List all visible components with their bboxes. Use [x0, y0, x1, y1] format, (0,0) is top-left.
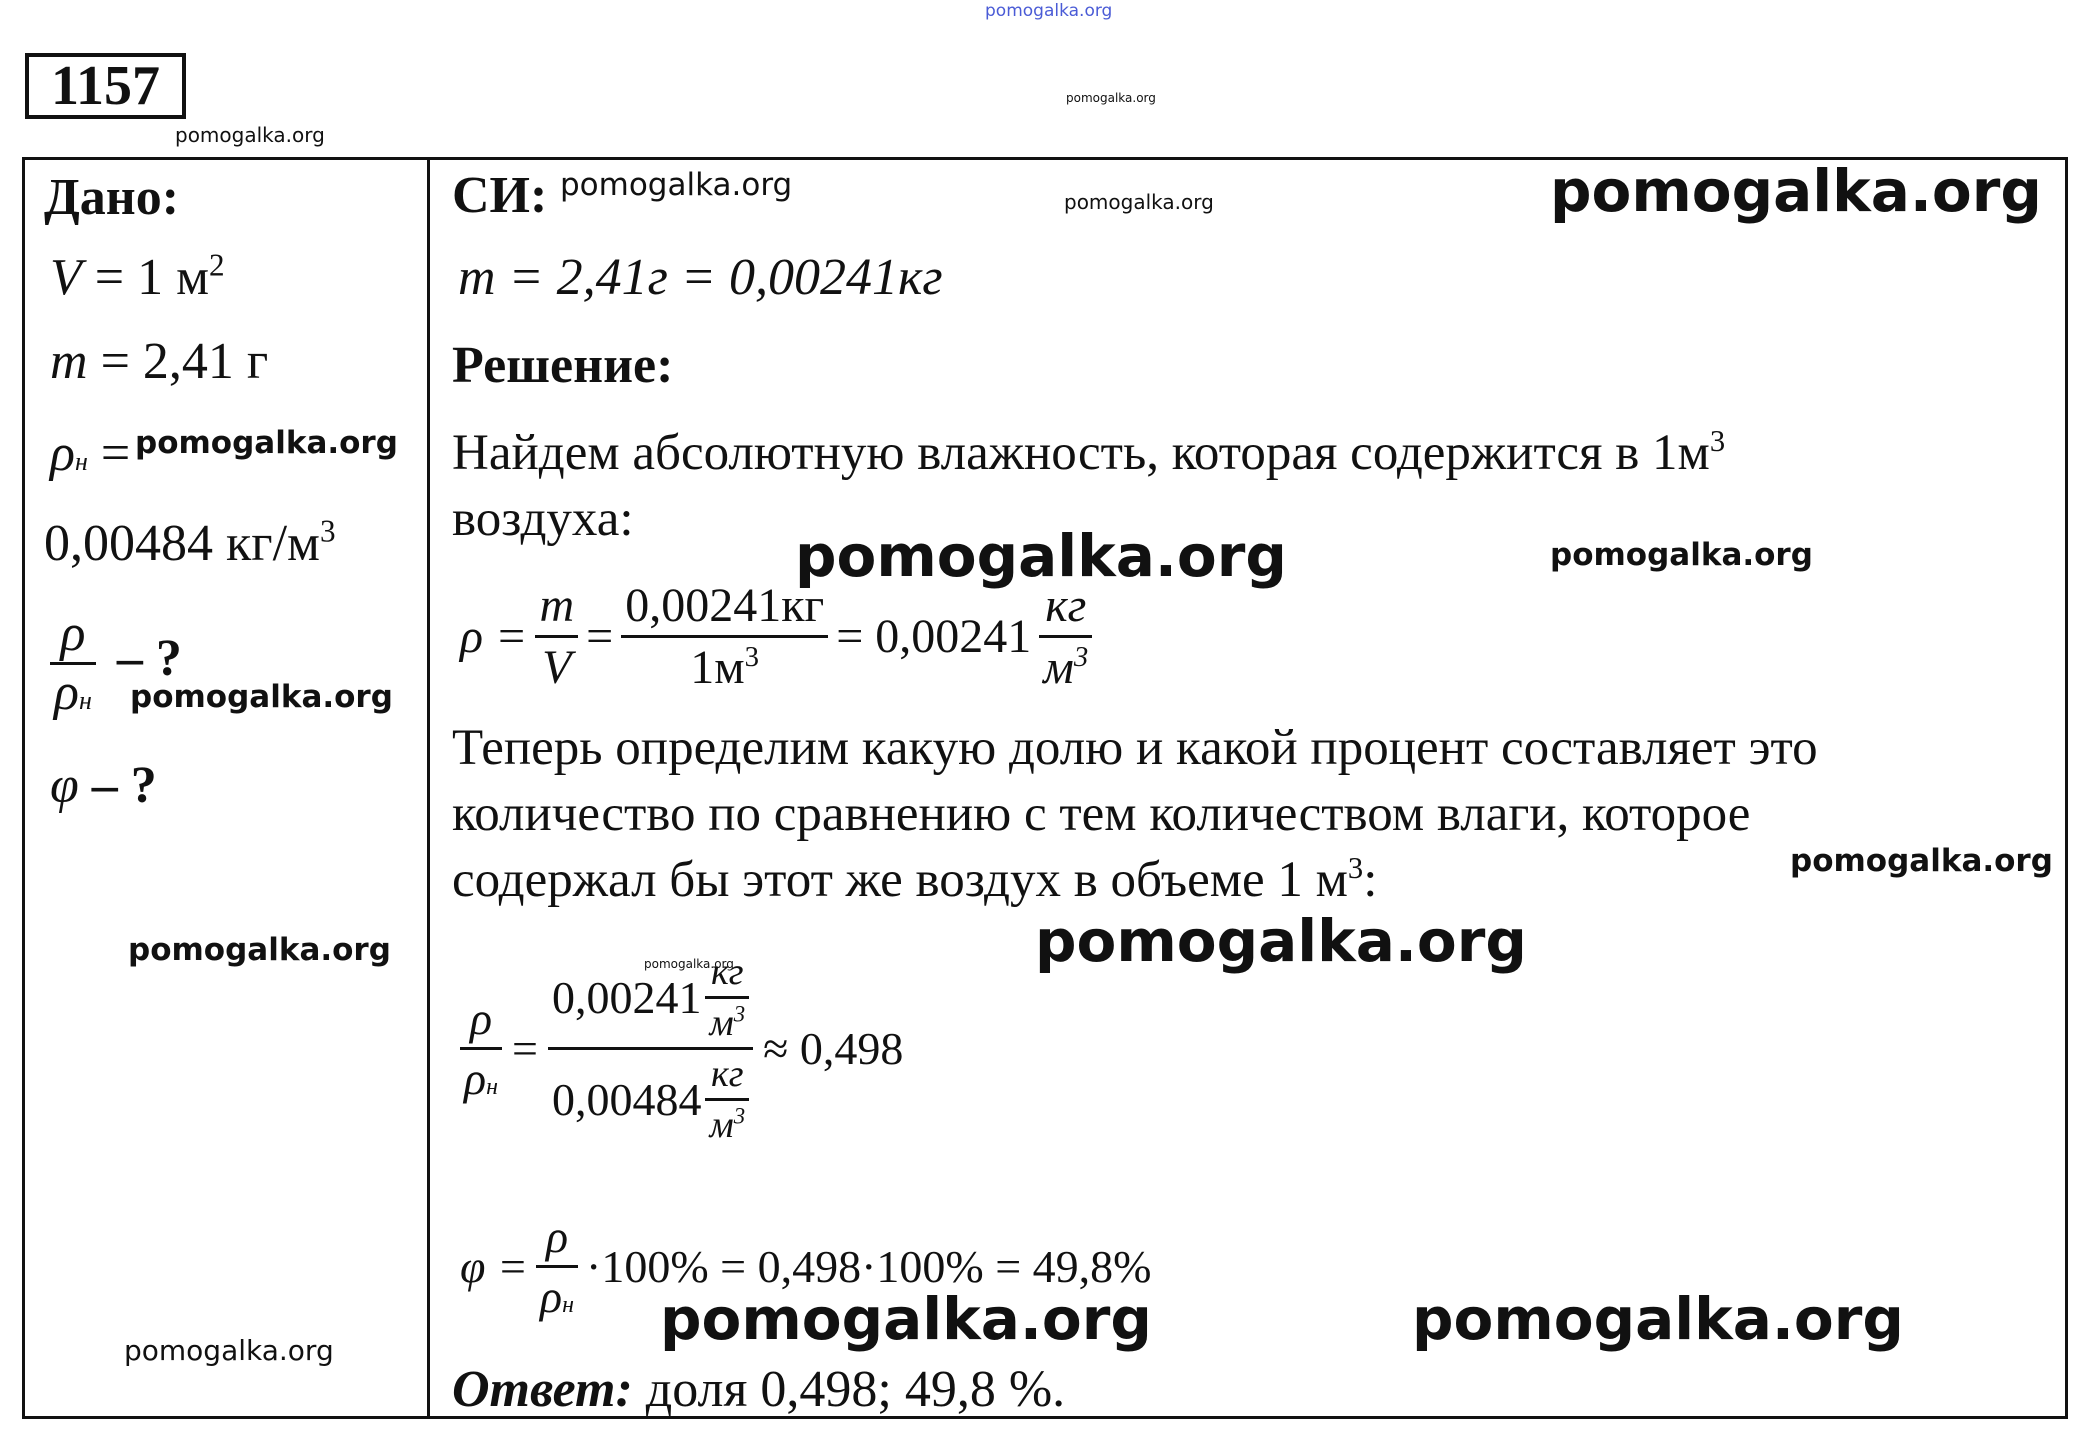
phi-symbol: φ [50, 757, 79, 814]
eq1-f2-num: 0,00241кг [625, 579, 825, 632]
eq3-den: ρ [540, 1271, 563, 1322]
equation-density [460, 578, 1092, 695]
para2-line2: количество по сравнению с тем количеством влаги, которое [452, 786, 1751, 842]
eq2-top-unit-num: кг [710, 951, 744, 993]
watermark: pomogalka.org [1412, 1285, 1904, 1353]
eq3-rest: ·100% = 0,498·100% = 49,8% [586, 1241, 1152, 1292]
watermark: pomogalka.org [135, 425, 398, 461]
watermark: pomogalka.org [130, 679, 393, 715]
eq2-den: ρ [464, 1053, 487, 1104]
eq1-f3-pow: 3 [1073, 641, 1089, 673]
eq1-f2-den: 1м [690, 641, 745, 694]
watermark: pomogalka.org [1035, 907, 1527, 975]
eq2-bot-unit-num: кг [710, 1053, 744, 1095]
para2-line1: Теперь определим какую долю и какой процент составляет это [452, 720, 1818, 776]
volume-symbol: V [50, 249, 82, 306]
density-power: 3 [319, 513, 336, 549]
eq2-eq: = [512, 1023, 538, 1074]
para2-end: : [1363, 852, 1378, 908]
given-density-value [44, 513, 336, 572]
eq2-top-val: 0,00241 [551, 972, 702, 1023]
find-phi [50, 757, 157, 814]
watermark: pomogalka.org [1790, 843, 2053, 879]
answer-text: доля 0,498; 49,8 %. [632, 1361, 1066, 1418]
phi-unknown: – ? [91, 757, 157, 814]
answer [452, 1361, 1066, 1418]
eq3-den-sub: н [562, 1292, 574, 1318]
problem-number: 1157 [25, 53, 186, 119]
watermark: pomogalka.org [660, 1285, 1152, 1353]
column-divider [427, 157, 430, 1419]
eq3-lhs: φ = [460, 1241, 528, 1292]
para2-power: 3 [1347, 851, 1364, 885]
density-value: 0,00484 кг/м [44, 515, 320, 572]
eq1-f1-num: m [539, 579, 575, 632]
eq1-f2-pow: 3 [744, 641, 760, 673]
eq2-top-unit-pow: 3 [733, 1001, 746, 1027]
eq2-bot-unit-den: м [709, 1104, 734, 1146]
eq2-den-sub: н [486, 1074, 498, 1100]
equation-ratio [460, 950, 903, 1147]
eq1-f1-den: V [542, 641, 572, 694]
ratio-unknown: – ? [116, 630, 182, 688]
ratio-den-sub: н [78, 686, 92, 715]
para1-power: 3 [1709, 424, 1726, 458]
watermark-top: pomogalka.org [985, 1, 1113, 21]
watermark: pomogalka.org [1550, 537, 1813, 573]
given-volume [50, 247, 225, 306]
watermark: pomogalka.org [1066, 91, 1156, 105]
watermark: pomogalka.org [560, 167, 793, 203]
given-mass [50, 333, 269, 390]
eq2-num: ρ [469, 993, 493, 1044]
watermark: pomogalka.org [1550, 157, 2042, 225]
eq1-f3-num: кг [1045, 579, 1087, 632]
eq1-f3-den: м [1043, 641, 1074, 694]
answer-label: Ответ: [452, 1361, 633, 1418]
eq1-eq: = [586, 610, 614, 663]
watermark: pomogalka.org [128, 932, 391, 968]
volume-value: = 1 м [94, 249, 209, 306]
watermark: pomogalka.org [1064, 190, 1214, 214]
eq1-eq2: = 0,00241 [836, 610, 1032, 663]
rho-sub: н [74, 447, 88, 476]
si-heading: СИ: [452, 167, 548, 224]
para2-line3: содержал бы этот же воздух в объеме 1 м [452, 852, 1348, 908]
watermark: pomogalka.org [644, 957, 734, 971]
volume-power: 2 [209, 247, 225, 283]
para1-text-2: воздуха: [452, 491, 634, 547]
rho-symbol: ρ [50, 425, 75, 482]
mass-value: = 2,41 г [100, 333, 269, 390]
eq2-bot-unit-pow: 3 [733, 1103, 746, 1129]
solution-paragraph-2 [452, 715, 1818, 913]
solution-heading: Решение: [452, 337, 674, 394]
eq2-bot-val: 0,00484 [551, 1074, 702, 1125]
eq2-result: ≈ 0,498 [763, 1023, 904, 1074]
watermark: pomogalka.org [175, 123, 325, 147]
watermark: pomogalka.org [124, 1334, 334, 1367]
eq2-top-unit-den: м [709, 1002, 734, 1044]
mass-symbol: m [50, 333, 88, 390]
watermark: pomogalka.org [795, 522, 1287, 590]
ratio-den: ρ [54, 664, 79, 721]
para1-text: Найдем абсолютную влажность, которая содержится в 1м [452, 425, 1710, 481]
rho-eq: = [100, 425, 131, 482]
ratio-num: ρ [60, 605, 86, 662]
eq1-lhs: ρ = [460, 610, 528, 663]
given-density-sat [50, 425, 131, 482]
si-mass-line: m = 2,41г = 0,00241кг [458, 249, 943, 306]
given-heading: Дано: [44, 169, 180, 226]
eq3-num: ρ [545, 1211, 569, 1262]
